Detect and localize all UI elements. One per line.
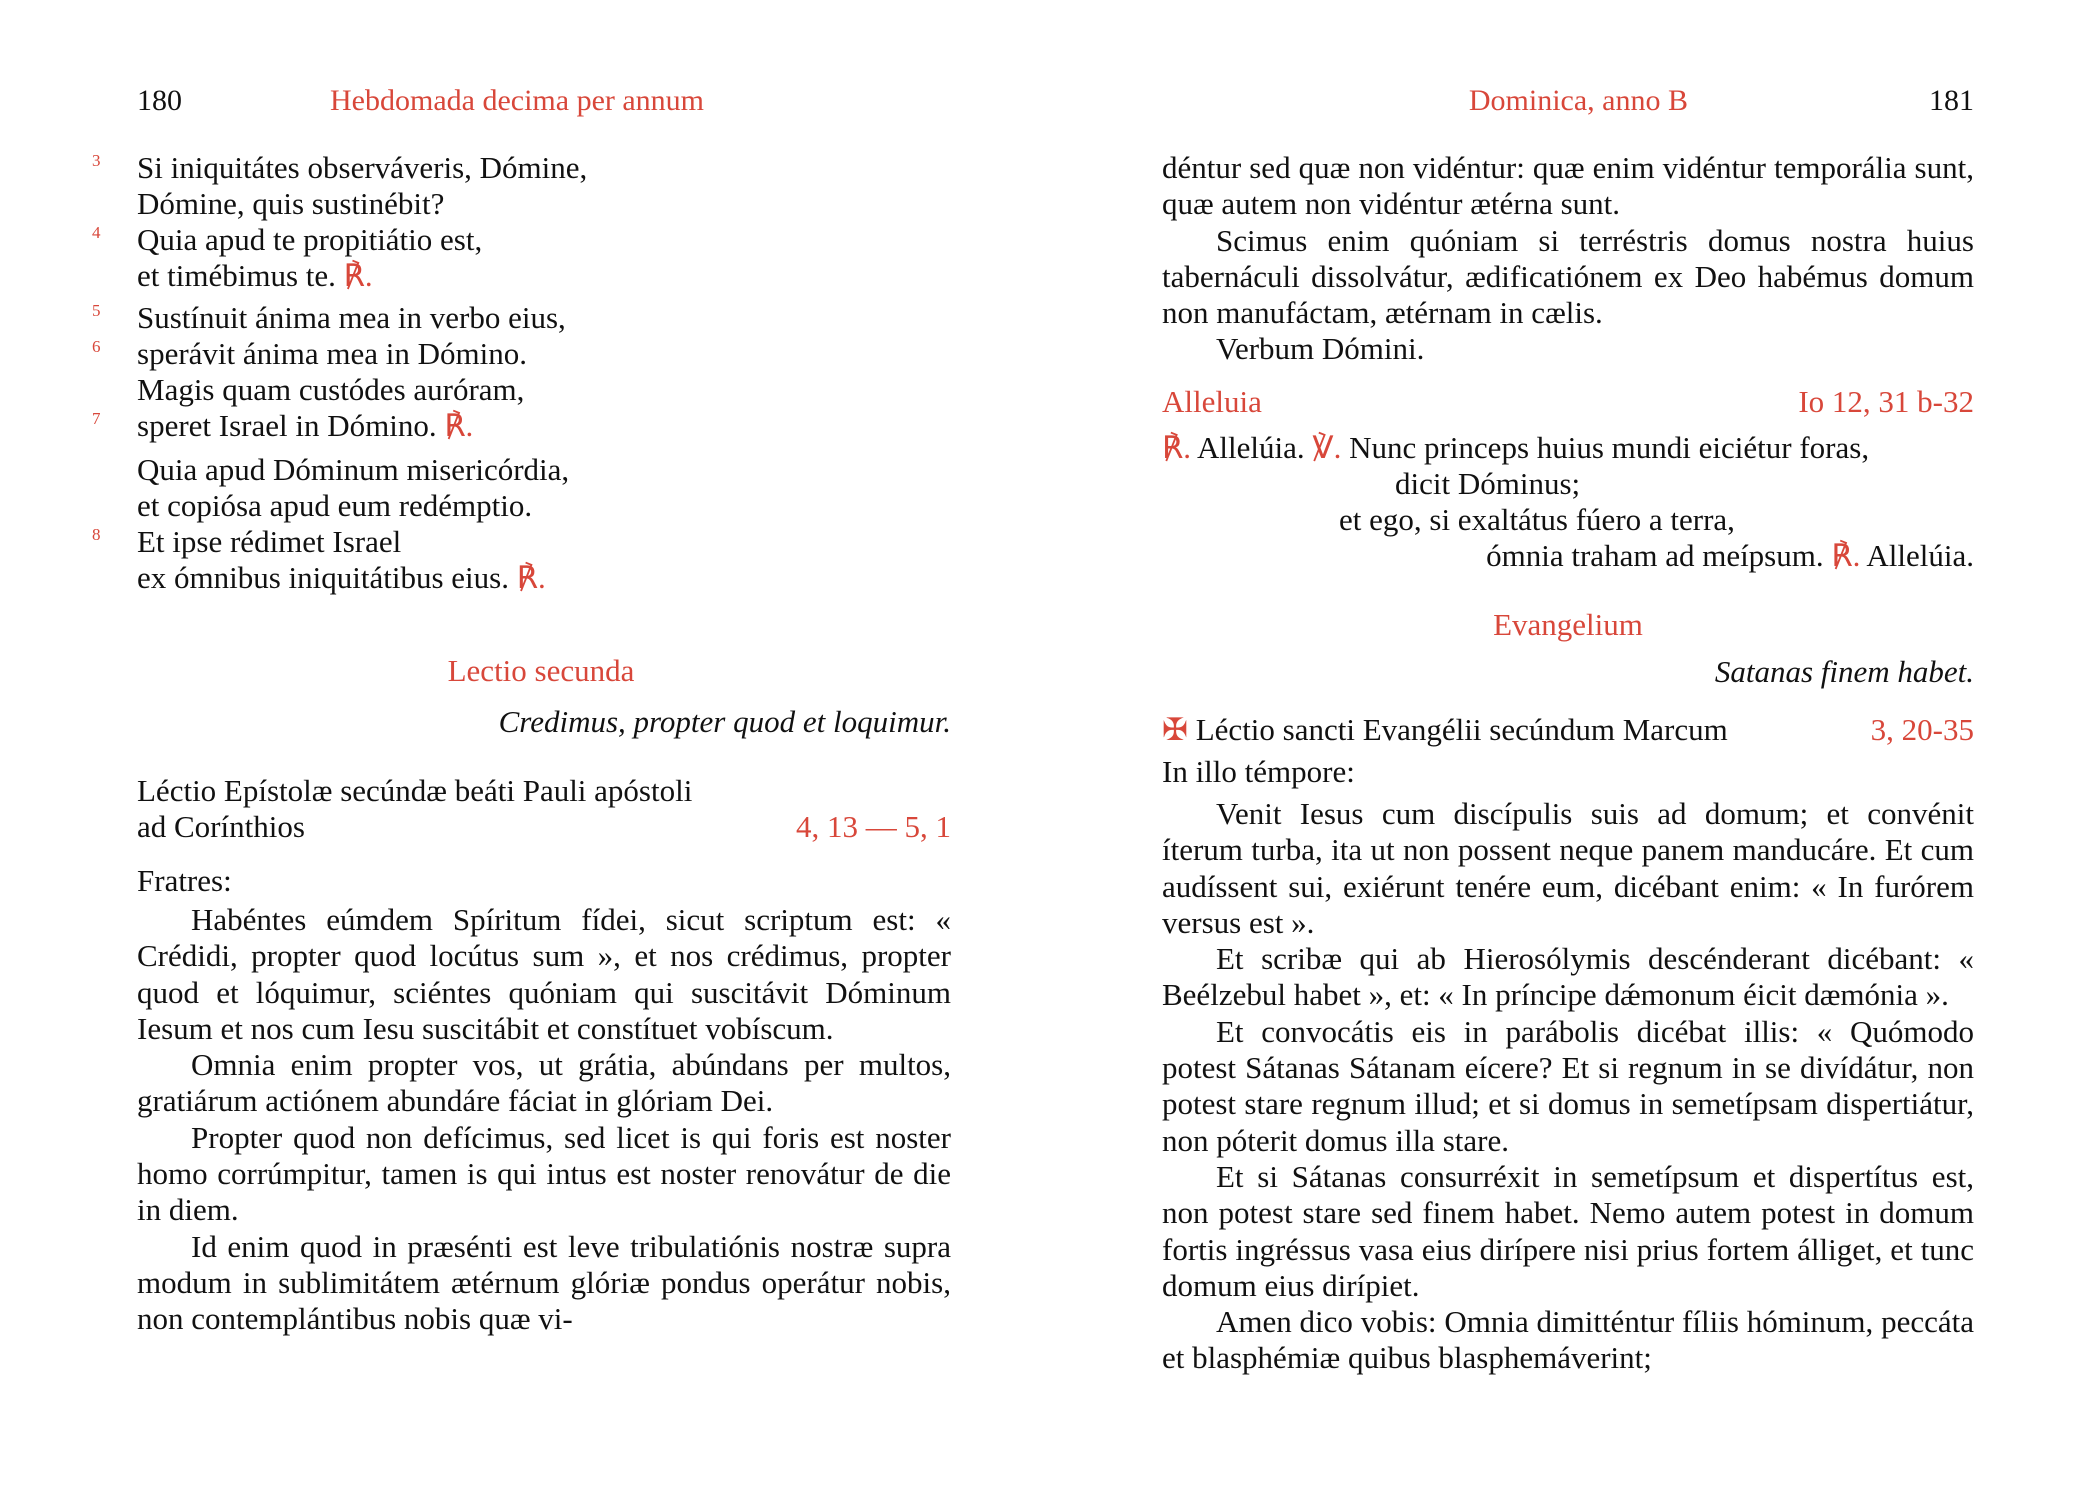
section-subtitle: Credimus, propter quod et loquimur. bbox=[498, 704, 951, 739]
paragraph: Et si Sátanas consurréxit in semetípsum et dispertítus est, non potest stare sed finem habet. Nemo autem potest in domum fortis ingréssus vasa eius dirípere nisi prius fortem álliget, et tunc domum eius dirípiet. bbox=[1162, 1158, 1974, 1303]
gospel-intro: In illo témpore: bbox=[1162, 754, 1355, 789]
verse-number: 7 bbox=[92, 409, 101, 428]
alleluia-title: Alleluia bbox=[1162, 384, 1262, 419]
alleluia-line: ómnia traham ad meípsum. ℟. Allelúia. bbox=[1486, 538, 1974, 573]
page-number-right: 181 bbox=[1929, 84, 1974, 117]
verse-number: 4 bbox=[92, 223, 101, 242]
versicle-symbol: ℣. bbox=[1312, 430, 1342, 465]
psalm-line: et timébimus te. ℟. bbox=[137, 258, 373, 293]
psalm-line: Quia apud Dóminum misericórdia, bbox=[137, 452, 570, 487]
paragraph: Scimus enim quóniam si terréstris domus nostra huius tabernáculi dissolvátur, ædificatiónem ex Deo habémus domum non manufáctam, ætérnam in cælis. bbox=[1162, 222, 1974, 331]
right-page bbox=[1039, 0, 2078, 1500]
paragraph: Amen dico vobis: Omnia dimitténtur fíliis hóminum, peccáta et blasphémiæ quibus blasphemáverint; bbox=[1162, 1304, 1974, 1376]
paragraph: Et convocátis eis in parábolis dicébat illis: « Quómodo potest Sátanas Sátanam eícere? Et si regnum in se divídátur, non potest stare regnum illud; et si domus in semetípsam dispertiátur, non póterit domus illa stare. bbox=[1162, 1013, 1974, 1158]
psalm-line: ex ómnibus iniquitátibus eius. ℟. bbox=[137, 560, 546, 595]
running-head-right: Dominica, anno B bbox=[1468, 84, 1688, 117]
gospel-reading-title: ✠ Léctio sancti Evangélii secúndum Marcum bbox=[1162, 712, 1728, 747]
paragraph: Verbum Dómini. bbox=[1216, 331, 1425, 367]
psalm-line: Si iniquitátes observáveris, Dómine, bbox=[137, 150, 588, 185]
psalm-line: Sustínuit ánima mea in verbo eius, bbox=[137, 300, 566, 335]
alleluia-reference: Io 12, 31 b-32 bbox=[1798, 384, 1974, 419]
page-number-left: 180 bbox=[137, 84, 182, 117]
reading-title-line: Léctio Epístolæ secúndæ beáti Pauli apóstoli bbox=[137, 773, 693, 808]
response-symbol: ℟. bbox=[516, 560, 546, 595]
paragraph: Id enim quod in præsénti est leve tribulatiónis nostræ supra modum in sublimitátem ætérnum glóriæ pondus operátur nobis, non contemplántibus nobis quæ vi- bbox=[137, 1228, 951, 1337]
reading-title-line: ad Corínthios bbox=[137, 809, 305, 844]
psalm-line: sperávit ánima mea in Dómino. bbox=[137, 336, 527, 371]
verse-number: 8 bbox=[92, 525, 101, 544]
psalm-line: et copiósa apud eum redémptio. bbox=[137, 488, 533, 523]
psalm-line: Dómine, quis sustinébit? bbox=[137, 186, 445, 221]
reading-body-continued bbox=[1162, 150, 1974, 368]
gospel-reference: 3, 20-35 bbox=[1870, 712, 1974, 747]
section-title: Lectio secunda bbox=[447, 653, 635, 688]
psalm-line: Magis quam custódes auróram, bbox=[137, 372, 525, 407]
alleluia-line: dicit Dóminus; bbox=[1395, 466, 1581, 501]
psalm-line: speret Israel in Dómino. ℟. bbox=[137, 408, 474, 443]
running-head-left: Hebdomada decima per annum bbox=[330, 84, 705, 117]
reading-reference: 4, 13 — 5, 1 bbox=[796, 809, 951, 844]
psalm-line: Quia apud te propitiátio est, bbox=[137, 222, 483, 257]
gospel-body bbox=[1162, 796, 1974, 1377]
paragraph: Venit Iesus cum discípulis suis ad domum; et convénit íterum turba, ita ut non possent neque panem manducáre. Et cum audíssent sui, exiérunt tenére eum, dicébant enim: « In furórem versus est ». bbox=[1162, 796, 1974, 940]
verse-number: 6 bbox=[92, 337, 101, 356]
paragraph: Omnia enim propter vos, ut grátia, abúndans per multos, gratiárum actiónem abundáre fáciat in glóriam Dei. bbox=[137, 1047, 951, 1119]
response-symbol: ℟. bbox=[1831, 538, 1861, 573]
alleluia-line: ℟. Allelúia. ℣. Nunc princeps huius mundi eiciétur foras, bbox=[1162, 430, 1870, 465]
alleluia-line: et ego, si exaltátus fúero a terra, bbox=[1339, 502, 1735, 537]
response-symbol: ℟. bbox=[444, 408, 474, 443]
paragraph: Propter quod non defícimus, sed licet is qui foris est noster homo corrúmpitur, tamen is qui intus est noster renovátur de die in diem. bbox=[137, 1119, 951, 1228]
reading-body bbox=[137, 902, 951, 1338]
gospel-title: Evangelium bbox=[1493, 607, 1643, 642]
greeting: Fratres: bbox=[137, 863, 232, 898]
response-symbol: ℟. bbox=[343, 258, 373, 293]
paragraph: Habéntes eúmdem Spíritum fídei, sicut scriptum est: « Crédidi, propter quod locútus sum », et nos crédimus, propter quod et lóquimur, sciéntes quóniam qui suscitávit Dóminum Iesum et nos cum Iesu suscitábit et constítuet vobíscum. bbox=[137, 902, 951, 1046]
gospel-subtitle: Satanas finem habet. bbox=[1714, 654, 1974, 689]
paragraph: déntur sed quæ non vidéntur: quæ enim vidéntur temporália sunt, quæ autem non vidéntur ætérna sunt. bbox=[1162, 150, 1974, 222]
paragraph: Et scribæ qui ab Hierosólymis descénderant dicébant: « Beélzebul habet », et: « In príncipe dǽmonum éicit dæmónia ». bbox=[1162, 941, 1974, 1013]
verse-number: 3 bbox=[92, 151, 101, 170]
verse-number: 5 bbox=[92, 301, 101, 320]
cross-icon: ✠ bbox=[1162, 712, 1188, 747]
response-symbol: ℟. bbox=[1162, 430, 1191, 465]
psalm-line: Et ipse rédimet Israel bbox=[137, 524, 402, 559]
